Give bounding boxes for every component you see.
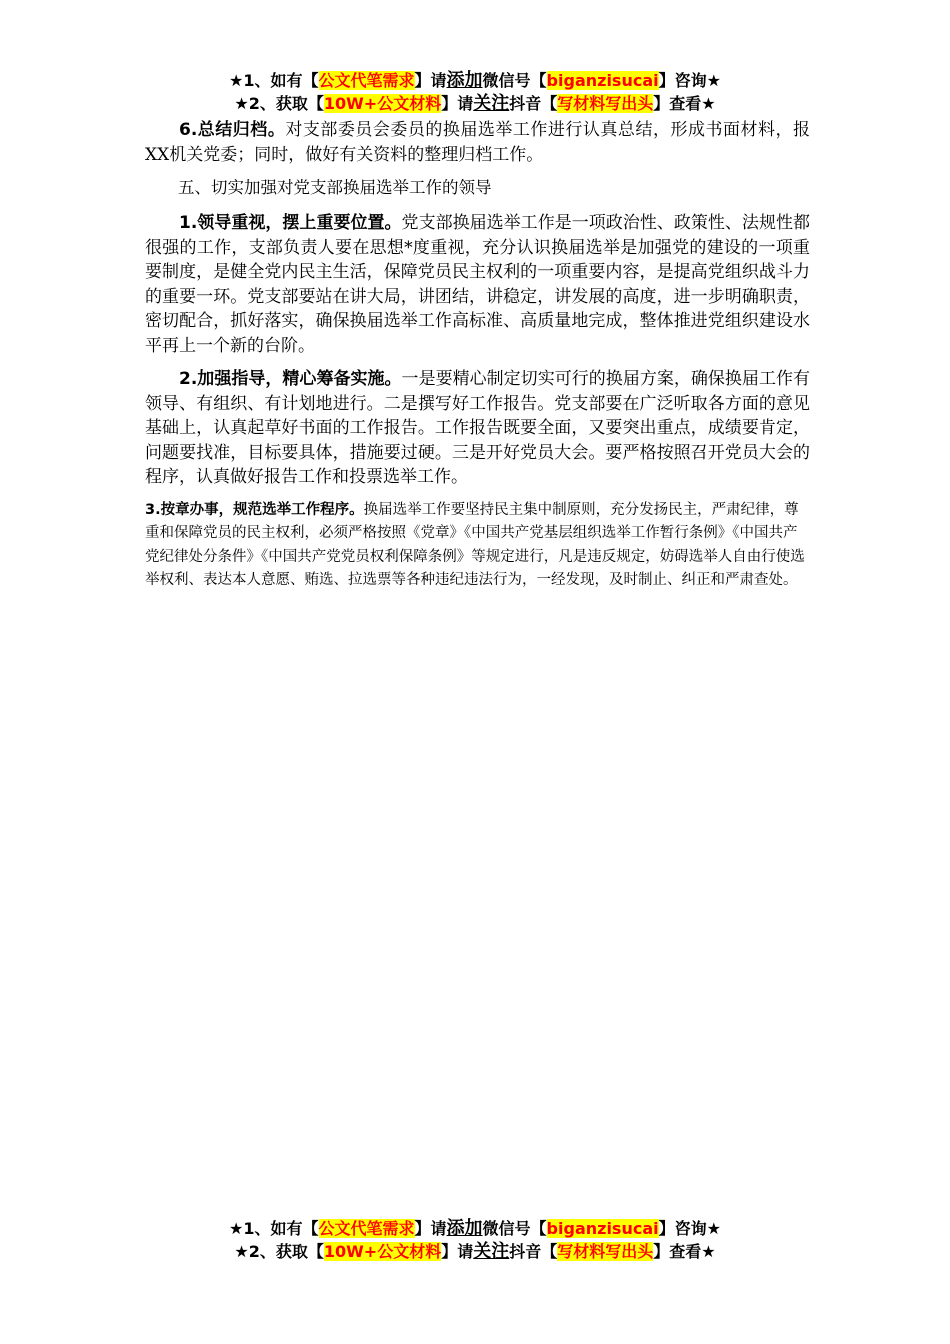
highlight-materials: 10W+公文材料 (323, 94, 442, 113)
highlight-douyin-name: 写材料写出头 (557, 1242, 654, 1261)
highlight-wechat-id: biganzisucai (546, 71, 659, 90)
top-banner (0, 69, 950, 115)
paragraph-leadership (145, 211, 810, 358)
highlight-douyin-name: 写材料写出头 (557, 94, 654, 113)
highlight-materials: 10W+公文材料 (323, 1242, 442, 1261)
paragraph-text: 一是要精心制定切实可行的换届方案，确保换届工作有领导、有组织、有计划地进行。二是撰写好工作报告。党支部要在广泛听取各方面的意见基础上，认真起草好书面的工作报告。工作报告既要全面，又要突出重点，成绩要肯定，问题要找准，目标要具体，措施要过硬。三是开好党员大会。要严格按照召开党员大会的程序，认真做好报告工作和投票选举工作。 (145, 369, 810, 487)
highlight-service: 公文代笔需求 (318, 71, 415, 90)
bottom-banner (0, 1217, 950, 1263)
paragraph-lead: 1.领导重视，摆上重要位置。 (179, 213, 402, 233)
paragraph-lead: 3.按章办事，规范选举工作程序。 (145, 501, 364, 518)
highlight-wechat-id: biganzisucai (546, 1219, 659, 1238)
banner-line-2: ★2、获取【10W+公文材料】请关注抖音【写材料写出头】查看★ (234, 1241, 716, 1262)
paragraph-text: 换届选举工作要坚持民主集中制原则，充分发扬民主，严肃纪律，尊重和保障党员的民主权利，必须严格按照《党章》《中国共产党基层组织选举工作暂行条例》《中国共产党纪律处分条件》《中国共产党党员权利保障条例》等规定进行，凡是违反规定，妨碍选举人自由行使选举权利、表达本人意愿、贿选、拉选票等各种违纪违法行为，一经发现，及时制止、纠正和严肃查处。 (145, 501, 805, 589)
banner-line-1: ★1、如有【公文代笔需求】请添加微信号【biganzisucai】咨询★ (229, 1218, 721, 1239)
banner-line-2: ★2、获取【10W+公文材料】请关注抖音【写材料写出头】查看★ (234, 93, 716, 114)
banner-line-1: ★1、如有【公文代笔需求】请添加微信号【biganzisucai】咨询★ (229, 70, 721, 91)
emphasis-follow: 关注 (473, 1241, 510, 1262)
emphasis-add: 添加 (446, 70, 483, 91)
paragraph-text: 对支部委员会委员的换届选举工作进行认真总结，形成书面材料，报XX机关党委；同时，做好有关资料的整理归档工作。 (145, 120, 810, 165)
paragraph-summary-archive (145, 118, 810, 167)
paragraph-lead: 2.加强指导，精心筹备实施。 (179, 369, 402, 389)
paragraph-procedure (145, 499, 810, 593)
highlight-service: 公文代笔需求 (318, 1219, 415, 1238)
emphasis-add: 添加 (446, 1218, 483, 1239)
paragraph-text: 党支部换届选举工作是一项政治性、政策性、法规性都很强的工作，支部负责人要在思想*度重视，充分认识换届选举是加强党的建设的一项重要制度，是健全党内民主生活，保障党员民主权利的一项重要内容，是提高党组织战斗力的重要一环。党支部要站在讲大局，讲团结，讲稳定，讲发展的高度，进一步明确职责，密切配合，抓好落实，确保换届选举工作高标准、高质量地完成，整体推进党组织建设水平再上一个新的台阶。 (145, 213, 810, 356)
section-heading: 五、切实加强对党支部换届选举工作的领导 (178, 178, 492, 197)
document-body (145, 118, 810, 593)
emphasis-follow: 关注 (473, 93, 510, 114)
paragraph-lead: 6.总结归档。 (179, 120, 286, 140)
paragraph-guidance (145, 367, 810, 490)
